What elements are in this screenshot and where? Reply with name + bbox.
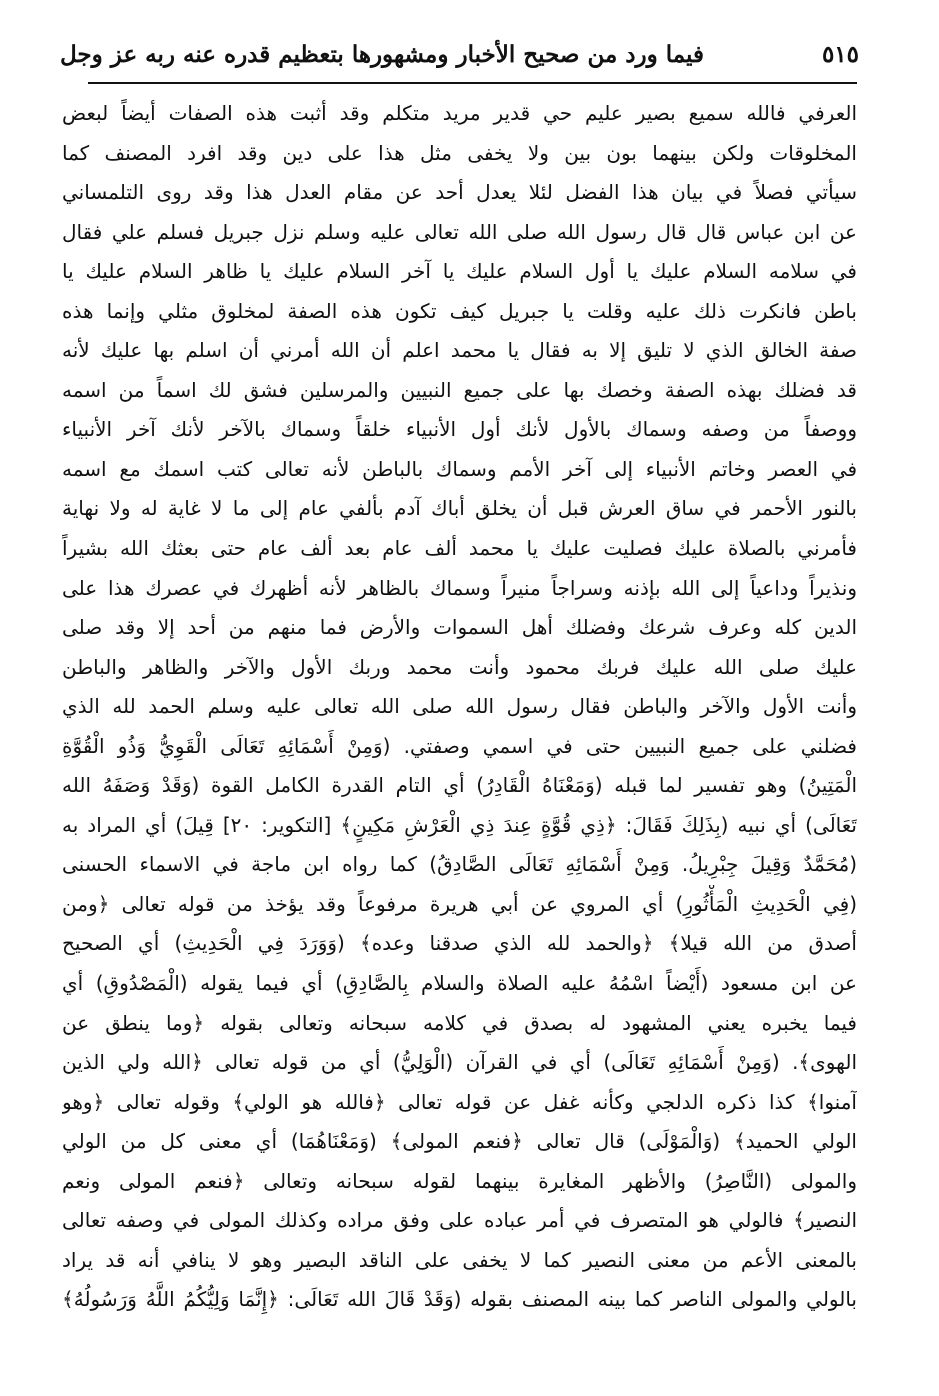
text-line: في العصر وخاتم الأنبياء إلى آخر الأمم وسماك بالباطن لأنه تعالى كتب اسمك مع اسمه	[62, 456, 857, 481]
text-line: ونذيراً وداعياً إلى الله بإذنه وسراجاً منيراً وسماك بالظاهر لأنه أظهرك في عصرك هذا على	[62, 575, 857, 600]
text-line: باطن فانكرت ذلك عليه وقلت يا جبريل كيف تكون هذه الصفة لمخلوق مثلي وإنما هذه	[62, 298, 857, 323]
text-line: فضلني على جميع النبيين حتى في اسمي وصفتي. (وَمِنْ أَسْمَائِهِ تَعَالَى الْقَوِيُّ وَذُو الْقُوَّةِ	[62, 733, 857, 758]
text-line: أصدق من الله قيلا﴾ ﴿والحمد لله الذي صدقنا وعده﴾ (وَوَرَدَ فِي الْحَدِيثِ) أي الصحيح	[62, 931, 857, 956]
text-line: والمولى (النَّاصِرُ) والأظهر المغايرة بينهما لقوله سبحانه وتعالى ﴿فنعم المولى ونعم	[62, 1168, 857, 1193]
text-line: بالمعنى الأعم من معنى النصير كما لا يخفى على الناقد البصير وهو لا ينافي أنه قد يراد	[62, 1247, 857, 1272]
text-line: عليك صلى الله عليك فربك محمود وأنت محمد وربك الأول والآخر والظاهر والباطن	[62, 654, 857, 679]
text-line: عن ابن مسعود (أَيْضاً اسْمُهُ عليه الصلاة والسلام بِالصَّادِقِ) أي فيما يقوله (الْمَصْدُوقِ) أي	[62, 971, 857, 996]
page-number: ٥١٥	[821, 40, 859, 68]
text-line: آمنوا﴾ كذا ذكره الدلجي وكأنه غفل عن قوله تعالى ﴿فالله هو الولي﴾ وقوله تعالى ﴿وهو	[62, 1089, 857, 1114]
text-line: ووصفاً من وصفه وسماك بالأول لأنك أول الأنبياء خلقاً وسماك بالآخر لأنك آخر الأنبياء	[62, 417, 857, 442]
text-line: الْمَتِينُ) وهو تفسير لما قبله (وَمَعْنَاهُ الْقَادِرُ) أي التام القدرة الكامل القوة (وَقَدْ وَصَفَهُ الله	[62, 773, 857, 798]
text-line: تَعَالَى) أي نبيه (بِذَلِكَ فَقَالَ: ﴿ذِي قُوَّةٍ عِندَ ذِي الْعَرْشِ مَكِينٍ﴾ [التكوير: ٢٠] قِيلَ) أي المراد به	[62, 812, 857, 837]
text-line: بالولي والمولى الناصر كما بينه المصنف بقوله (وَقَدْ قَالَ الله تَعَالَى: ﴿إِنَّمَا وَلِيُّكُمُ اللَّهُ وَرَسُولُهُ﴾	[62, 1287, 857, 1312]
text-line: الدين كله وعرف شرعك وفضلك أهل السموات والأرض فما منهم من أحد إلا وقد صلى	[62, 615, 857, 640]
text-line: فأمرني بالصلاة عليك فصليت عليك يا محمد ألف عام بعد ألف عام حتى بعثك الله بشيراً	[62, 536, 857, 561]
text-line: الولي الحميد﴾ (وَالْمَوْلَى) قال تعالى ﴿فنعم المولى﴾ (وَمَعْنَاهُمَا) أي معنى كل من الولي	[62, 1129, 857, 1154]
text-line: الهوى﴾. (وَمِنْ أَسْمَائِهِ تَعَالَى) أي في القرآن (الْوَلِيُّ) أي من قوله تعالى ﴿الله ولي الذين	[62, 1050, 857, 1075]
text-line: المخلوقات ولكن بينهما بون بين ولا يخفى مثل هذا على دين وقد افرد المصنف كما	[62, 140, 857, 165]
page-header	[60, 30, 859, 78]
text-line: سيأتي فصلاً في بيان هذا الفضل لئلا يعدل أحد عن مقام العدل هذا وقد روى التلمساني	[62, 180, 857, 205]
text-line: وأنت الأول والآخر والباطن فقال رسول الله صلى الله تعالى عليه وسلم الحمد لله الذي	[62, 694, 857, 719]
text-line: (مُحَمَّدٌ وَقِيلَ جِبْرِيلُ. وَمِنْ أَسْمَائِهِ تَعَالَى الصَّادِقُ) كما رواه ابن ماجة في الاسماء الحسنى	[62, 852, 857, 877]
text-line: قد فضلك بهذه الصفة وخصك بها على جميع النبيين والمرسلين فشق لك اسماً من اسمه	[62, 377, 857, 402]
text-line: في سلامه السلام عليك يا أول السلام عليك يا آخر السلام عليك يا ظاهر السلام عليك يا	[62, 259, 857, 284]
text-line: صفة الخالق الذي لا تليق إلا به فقال يا محمد اعلم أن الله أمرني أن اسلم بها عليك لأنه	[62, 338, 857, 363]
text-line: فيما يخبره يعني المشهود له بصدق في كلامه سبحانه وتعالى بقوله ﴿وما ينطق عن	[62, 1010, 857, 1035]
text-line: بالنور الأحمر في ساق العرش قبل أن يخلق أباك آدم بألفي عام إلى ما لا غاية له ولا نهاية	[62, 496, 857, 521]
text-line: النصير﴾ فالولي هو المتصرف في أمر عباده على وفق مراده وكذلك المولى في وصفه تعالى	[62, 1208, 857, 1233]
text-line: العرفي فالله سميع بصير عليم حي قدير مريد متكلم وقد أثبت هذه الصفات أيضاً لبعض	[62, 101, 857, 125]
header-rule	[88, 82, 857, 84]
running-title: فيما ورد من صحيح الأخبار ومشهورها بتعظيم قدره عنه ربه عز وجل	[60, 40, 704, 68]
body-text	[62, 94, 857, 1320]
text-line: (فِي الْحَدِيثِ الْمَأْثُورِ) أي المروي عن أبي هريرة مرفوعاً وقد يؤخذ من قوله تعالى ﴿ومن	[62, 891, 857, 916]
text-line: عن ابن عباس قال قال رسول الله صلى الله تعالى عليه وسلم نزل جبريل فسلم علي فقال	[62, 219, 857, 244]
